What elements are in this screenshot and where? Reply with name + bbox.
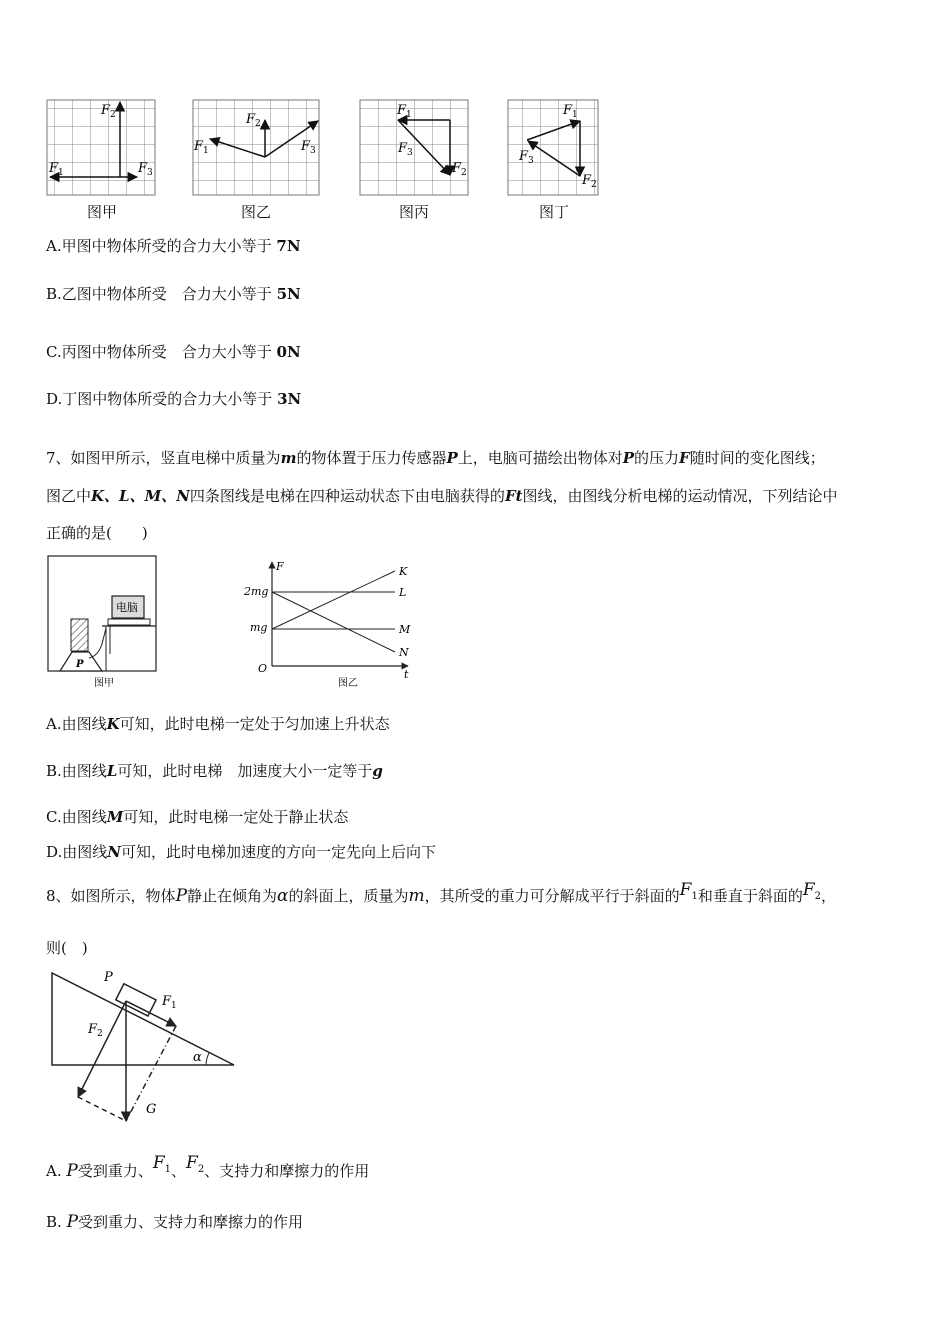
q7-sensor-label: P xyxy=(76,659,84,670)
q7-stem-line2: 图乙中K、L、M、N四条图线是电梯在四种运动状态下由电脑获得的Ft图线，由图线分析电梯的运动情况，下列结论中 xyxy=(46,487,838,505)
q7-label-l: L xyxy=(399,586,407,599)
q8-fig-F1: F xyxy=(162,994,172,1009)
q8-stem-line1: 8、如图所示，物体P静止在倾角为α的斜面上，质量为m，其所受的重力可分解成平行于斜面的$F_1$和垂直于斜面的$F_2$， xyxy=(46,880,837,906)
q7-option-b: B.由图线L可知，此时电梯 加速度大小一定等于g xyxy=(46,762,383,780)
fig6-caption-ding: 图丁 xyxy=(538,203,569,221)
fig6-ding-F2: $F_2$ xyxy=(582,173,597,190)
q8-option-a: A. P受到重力、$F_1$、$F_2$、支持力和摩擦力的作用 xyxy=(46,1153,370,1181)
q6-option-d: D.丁图中物体所受的合力大小等于 3N xyxy=(46,390,302,408)
q7-tick-mg: mg xyxy=(250,621,268,634)
fig6-caption-jia: 图甲 xyxy=(86,203,117,221)
fig6-caption-yi: 图乙 xyxy=(240,203,271,221)
q8-stem-line2: 则( ) xyxy=(46,939,88,957)
q7-stem-line1: 7、如图甲所示，竖直电梯中质量为m的物体置于压力传感器P上，电脑可描绘出物体对P的压力F随时间的变化图线； xyxy=(46,449,825,467)
fig6-ding-F1: $F_1$ xyxy=(563,103,578,120)
q7-label-m: M xyxy=(399,623,411,636)
fig6-bing-F1: $F_1$ xyxy=(397,103,412,120)
fig6-ding-grid xyxy=(508,100,598,195)
q7-computer-label: 电脑 xyxy=(116,601,138,614)
fig6-bing-F3: $F_3$ xyxy=(398,141,413,158)
q7-option-a: A.由图线K可知，此时电梯一定处于匀加速上升状态 xyxy=(46,715,390,733)
q8-fig-F2-sub: 2 xyxy=(97,1029,103,1039)
q6-option-b: B.乙图中物体所受 合力大小等于 5N xyxy=(46,285,301,303)
fig6-bing-F2: $F_2$ xyxy=(452,161,467,178)
q7-label-k: K xyxy=(399,565,408,578)
q8-fig-G: G xyxy=(146,1102,157,1117)
q8-fig-alpha: α xyxy=(193,1050,202,1065)
fig6-jia-F3: $F_3$ xyxy=(138,161,153,178)
fig6-yi-grid xyxy=(193,100,319,195)
q8-option-b: B. P受到重力、支持力和摩擦力的作用 xyxy=(46,1212,304,1232)
q7-line-k xyxy=(272,571,395,629)
q7-line-n xyxy=(272,592,395,652)
fig6-yi-F3: $F_3$ xyxy=(301,139,316,156)
q6-option-c: C.丙图中物体所受 合力大小等于 0N xyxy=(46,343,301,361)
q7-fig-jia-caption: 图甲 xyxy=(94,678,114,689)
q7-fig-yi xyxy=(240,556,420,692)
fig6-caption-bing: 图丙 xyxy=(398,203,429,221)
q7-y-axis: F xyxy=(276,560,284,573)
q6-option-a: A.甲图中物体所受的合力大小等于 7N xyxy=(46,237,301,255)
q7-tick-2mg: 2mg xyxy=(244,585,269,598)
q7-option-c: C.由图线M可知，此时电梯一定处于静止状态 xyxy=(46,808,349,826)
fig6-bing-grid xyxy=(360,100,468,195)
q8-fig-F1-sub: 1 xyxy=(171,1001,177,1011)
q7-label-n: N xyxy=(399,646,409,659)
q7-x-axis: t xyxy=(404,668,409,681)
fig6-jia-F2: $F_2$ xyxy=(101,103,116,120)
fig6-jia-F1: $F_1$ xyxy=(49,161,64,178)
fig6-jia-grid xyxy=(47,100,155,195)
q8-fig-F2: F xyxy=(88,1022,98,1037)
q7-origin: O xyxy=(258,662,268,675)
q7-stem-line3: 正确的是( ) xyxy=(46,524,148,542)
q8-fig-P: P xyxy=(104,970,113,985)
q8-fig-incline xyxy=(46,965,246,1130)
q7-fig-jia xyxy=(46,554,161,692)
fig6-yi-F2: $F_2$ xyxy=(246,112,261,129)
fig6-yi-F1: $F_1$ xyxy=(194,139,209,156)
q7-option-d: D.由图线N可知，此时电梯加速度的方向一定先向上后向下 xyxy=(46,843,437,861)
q7-fig-yi-caption: 图乙 xyxy=(338,678,358,689)
fig6-ding-F3: $F_3$ xyxy=(519,149,534,166)
